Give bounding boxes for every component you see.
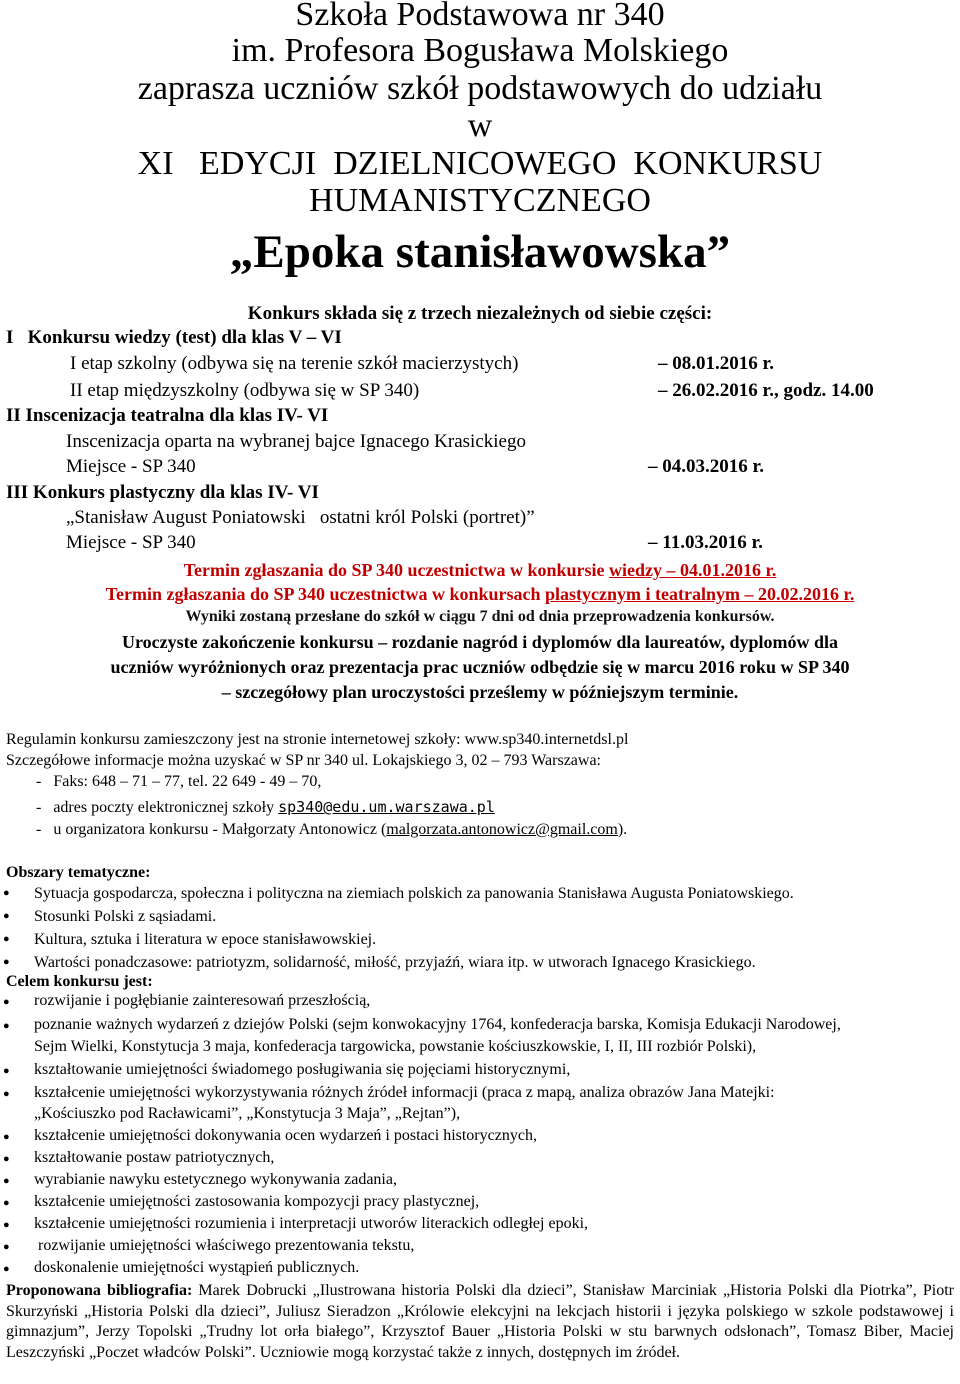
goal-item: kształcenie umiejętności rozumienia i interpretacji utworów literackich odległej epoki, bbox=[34, 1215, 589, 1232]
goal-item: wyrabianie nawyku estetycznego wykonywania zadania, bbox=[34, 1171, 397, 1188]
bullet-icon: ● bbox=[3, 1065, 10, 1077]
organizer-email-link[interactable]: malgorzata.antonowicz@gmail.com bbox=[386, 821, 618, 838]
competition-title: „Epoka stanisławowska” bbox=[229, 226, 731, 278]
part3-place: Miejsce - SP 340 bbox=[66, 532, 196, 553]
topic-item: ● Sytuacja gospodarcza, społeczna i polityczna na ziemiach polskich za panowania Stanisława Augusta Poniatowskiego. bbox=[0, 882, 794, 905]
topic-item: ● Stosunki Polski z sąsiadami. bbox=[0, 905, 794, 928]
organizer-info bbox=[36, 820, 627, 840]
goal-item-continued: Sejm Wielki, Konstytucja 3 maja, konfederacja targowicka, powstanie kościuszkowskie, I, II, III rozbiór Polski), bbox=[34, 1038, 757, 1055]
details-info: Szczegółowe informacje można uzyskać w SP nr 340 ul. Lokajskiego 3, 02 – 793 Warszawa: bbox=[6, 752, 601, 769]
school-email-link[interactable]: sp340@edu.um.warszawa.pl bbox=[278, 798, 495, 816]
bullet-icon: ● bbox=[3, 1131, 10, 1143]
goal-item: kształtowanie umiejętności świadomego posługiwania się pojęciami historycznymi, bbox=[34, 1061, 571, 1078]
bullet-icon: ● bbox=[3, 1197, 10, 1209]
invitation-w: w bbox=[467, 107, 493, 144]
bullet-icon: ● bbox=[3, 1175, 10, 1187]
deadline-art bbox=[0, 583, 960, 605]
deadline-knowledge-date: wiedzy – 04.01.2016 r. bbox=[609, 560, 777, 580]
results-note: Wyniki zostaną przesłane do szkół w ciągu 7 dni od dnia przeprowadzenia konkursów. bbox=[185, 608, 775, 625]
topic-item: ● Wartości ponadczasowe: patriotyzm, solidarność, miłość, przyjaźń, wiara itp. w utworach Ignacego Krasickiego. bbox=[0, 951, 794, 974]
structure-intro: Konkurs składa się z trzech niezależnych od siebie części: bbox=[247, 303, 713, 324]
bullet-icon: ● bbox=[3, 1153, 10, 1165]
stage2-text: II etap międzyszkolny (odbywa się w SP 340) bbox=[70, 380, 420, 401]
organizer-suffix: ). bbox=[617, 821, 628, 838]
deadline-art-prefix: Termin zgłaszania do SP 340 uczestnictwa w konkursach bbox=[105, 584, 546, 604]
goal-item: rozwijanie i pogłębianie zainteresowań przeszłością, bbox=[34, 992, 371, 1009]
deadline-knowledge bbox=[0, 559, 960, 581]
bullet-icon: ● bbox=[3, 1020, 10, 1032]
part2-title: II Inscenizacja teatralna dla klas IV- VI bbox=[6, 405, 329, 426]
part2-desc: Inscenizacja oparta na wybranej bajce Ignacego Krasickiego bbox=[66, 431, 526, 452]
rules-info: Regulamin konkursu zamieszczony jest na stronie internetowej szkoły: www.sp340.internetdsl.pl bbox=[6, 731, 629, 748]
school-name: Szkoła Podstawowa nr 340 bbox=[295, 0, 665, 33]
email-info bbox=[36, 797, 495, 818]
email-prefix: - adres poczty elektronicznej szkoły bbox=[36, 799, 279, 816]
ceremony-line2: uczniów wyróżnionych oraz prezentacja prac uczniów odbędzie się w marcu 2016 roku w SP 340 bbox=[110, 657, 850, 677]
school-patron: im. Profesora Bogusława Molskiego bbox=[231, 32, 729, 69]
goal-item: rozwijanie umiejętności właściwego prezentowania tekstu, bbox=[34, 1237, 415, 1254]
topic-item: ● Kultura, sztuka i literatura w epoce stanisławowskiej. bbox=[0, 928, 794, 951]
fax-info: - Faks: 648 – 71 – 77, tel. 22 649 - 49 – 70, bbox=[36, 773, 322, 790]
deadline-knowledge-prefix: Termin zgłaszania do SP 340 uczestnictwa w konkursie bbox=[183, 560, 610, 580]
goal-item: kształcenie umiejętności wykorzystywania różnych źródeł informacji (praca z mapą, analiza obrazów Jana Matejki: bbox=[34, 1084, 775, 1101]
topics-heading: Obszary tematyczne: bbox=[6, 864, 151, 881]
ceremony-line1: Uroczyste zakończenie konkursu – rozdanie nagród i dyplomów dla laureatów, dyplomów dla bbox=[121, 632, 839, 652]
invitation-line: zaprasza uczniów szkół podstawowych do udziału bbox=[137, 70, 823, 107]
bibliography-label: Proponowana bibliografia: bbox=[6, 1282, 193, 1299]
part3-title: III Konkurs plastyczny dla klas IV- VI bbox=[6, 482, 319, 503]
bibliography-text: Marek Dobrucki „Ilustrowana historia Polski dla dzieci”, Stanisław Marciniak „Historia Polski dla Piotrka”, Piotr Skurzyński „Historia Polski dla dzieci”, Juliusz Sieradzon „Królowie elekcyjni na lekcjach historii i języka polskiego w szkole podstawowej i gimnazjum”, Jerzy Topolski „Trudny lot orła białego”, Krzysztof Bauer „Historia Polski w stu barwnych odsłonach”, Tomasz Biber, Maciej Leszczyński „Poczet władców Polski”. Uczniowie mogą korzystać także z innych, dostępnych im źródeł. bbox=[6, 1282, 954, 1361]
stage2-date: – 26.02.2016 r., godz. 14.00 bbox=[658, 380, 874, 401]
part3-desc: „Stanisław August Poniatowski ostatni król Polski (portret)” bbox=[66, 507, 535, 528]
stage1-text: I etap szkolny (odbywa się na terenie szkół macierzystych) bbox=[70, 353, 519, 374]
bullet-icon: ● bbox=[3, 1088, 10, 1100]
edition-line: XI EDYCJI DZIELNICOWEGO KONKURSU bbox=[137, 145, 823, 182]
goal-item-continued: „Kościuszko pod Racławicami”, „Konstytucja 3 Maja”, „Rejtan”), bbox=[34, 1105, 461, 1122]
deadline-art-date: plastycznym i teatralnym – 20.02.2016 r. bbox=[545, 584, 855, 604]
goal-item: kształcenie umiejętności zastosowania kompozycji pracy plastycznej, bbox=[34, 1193, 480, 1210]
ceremony-line3: – szczegółowy plan uroczystości prześlemy w późniejszym terminie. bbox=[221, 682, 739, 702]
competition-type: HUMANISTYCZNEGO bbox=[309, 182, 651, 219]
part1-title: I Konkursu wiedzy (test) dla klas V – VI bbox=[6, 327, 342, 348]
topics-list bbox=[0, 882, 794, 974]
goal-item: kształcenie umiejętności dokonywania ocen wydarzeń i postaci historycznych, bbox=[34, 1127, 537, 1144]
goals-heading: Celem konkursu jest: bbox=[6, 973, 153, 990]
bullet-icon: ● bbox=[3, 1263, 10, 1275]
organizer-prefix: - u organizatora konkursu - Małgorzaty Antonowicz ( bbox=[36, 821, 387, 838]
bibliography bbox=[6, 1281, 954, 1363]
bullet-icon: ● bbox=[3, 1219, 10, 1231]
bullet-icon: ● bbox=[3, 1241, 10, 1253]
stage1-date: – 08.01.2016 r. bbox=[658, 353, 774, 374]
goal-item: poznanie ważnych wydarzeń z dziejów Polski (sejm konwokacyjny 1764, konfederacja barska, Komisja Edukacji Narodowej, bbox=[34, 1016, 841, 1033]
part2-place: Miejsce - SP 340 bbox=[66, 456, 196, 477]
goal-item: kształtowanie postaw patriotycznych, bbox=[34, 1149, 275, 1166]
goal-item: doskonalenie umiejętności wystąpień publicznych. bbox=[34, 1259, 360, 1276]
part2-date: – 04.03.2016 r. bbox=[648, 456, 764, 477]
part3-date: – 11.03.2016 r. bbox=[648, 532, 763, 553]
bullet-icon: ● bbox=[3, 996, 10, 1008]
